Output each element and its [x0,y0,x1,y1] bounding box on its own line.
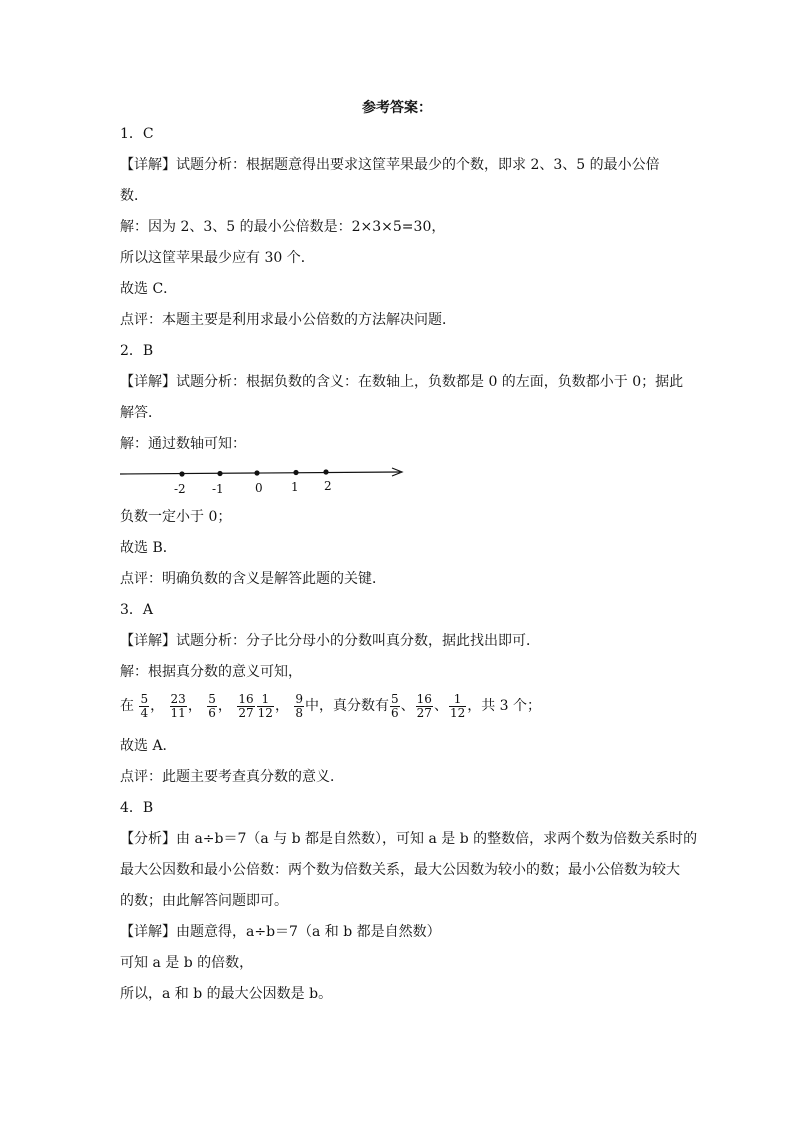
number-line-point [323,469,328,474]
fraction: $\frac{16}{27}$ [238,691,254,720]
q3-fraction-line: 在 $\frac{5}{4}$ ， $\frac{23}{11}$ ， $\frac{5}{6}$ ， $\frac{16}{27}$ $\frac{1}{12}$ ， $\frac{9}{8}$ 中，真分数有 $\frac{5}{6}$ 、 $\frac{16}{27}$ 、 $\frac{1}{12}$ ，共 3 个； [120,691,542,720]
number-line-label: 1 [291,480,299,494]
q2-detail-line2: 解答． [120,405,162,421]
q3-detail: 【详解】试题分析：分子比分母小的分数叫真分数，据此找出即可． [120,633,540,649]
q3-choice: 故选 A． [120,738,177,754]
q4-analysis-line2: 最大公因数和最小公倍数：两个数为倍数关系，最大公因数为较小的数；最小公倍数为较大 [120,862,680,878]
q1-number: 1．C [120,126,154,142]
q3-solution: 解：根据真分数的意义可知， [120,664,302,680]
page-title: 参考答案： [362,100,432,116]
number-line-label: -1 [212,482,224,496]
number-line-point [179,471,184,476]
q4-conclusion: 所以，a 和 b 的最大公因数是 b。 [120,986,333,1002]
fraction: $\frac{23}{11}$ [170,691,186,720]
q1-comment: 点评：本题主要是利用求最小公倍数的方法解决问题． [120,312,456,328]
q1-detail-line1: 【详解】试题分析：根据题意得出要求这筐苹果最少的个数，即求 2、3、5 的最小公倍 [120,157,660,173]
number-line-label: 0 [255,481,263,495]
q4-detail: 【详解】由题意得，a÷b＝7（a 和 b 都是自然数） [120,924,441,940]
q2-comment: 点评：明确负数的含义是解答此题的关键． [120,571,386,587]
q3-comment: 点评：此题主要考查真分数的意义． [120,769,344,785]
q2-negative-note: 负数一定小于 0； [120,509,232,525]
number-line [118,462,408,500]
q1-choice: 故选 C． [120,281,178,297]
q4-analysis-line1: 【分析】由 a÷b＝7（a 与 b 都是自然数），可知 a 是 b 的整数倍，求两个数为倍数关系时的 [120,831,698,847]
fraction: $\frac{5}{4}$ [140,691,149,720]
proper-fraction: $\frac{16}{27}$ [416,691,432,720]
q3-number: 3．A [120,602,154,618]
q4-inference: 可知 a 是 b 的倍数， [120,955,254,971]
proper-fraction: $\frac{5}{6}$ [391,691,399,720]
fraction: $\frac{1}{12}$ [257,691,273,720]
fraction: $\frac{9}{8}$ [295,691,304,720]
q1-solution: 解：因为 2、3、5 的最小公倍数是：2×3×5=30， [120,219,446,235]
fraction: $\frac{5}{6}$ [208,691,216,720]
number-line-label: -2 [174,482,186,496]
number-line-point [293,470,298,475]
q4-analysis-line3: 的数；由此解答问题即可。 [120,893,288,909]
q2-number: 2．B [120,343,154,359]
proper-fraction: $\frac{1}{12}$ [449,691,466,720]
q2-solution: 解：通过数轴可知： [120,436,246,452]
q1-conclusion: 所以这筐苹果最少应有 30 个． [120,250,315,266]
q2-choice: 故选 B． [120,540,177,556]
number-line-point [254,470,259,475]
number-line-point [217,471,222,476]
q1-detail-line2: 数． [120,188,148,204]
number-line-label: 2 [324,479,332,493]
q4-number: 4．B [120,800,154,816]
number-line-axis [120,472,400,474]
q2-detail-line1: 【详解】试题分析：根据负数的含义：在数轴上，负数都是 0 的左面，负数都小于 0；据此 [120,374,684,390]
q3-in-text: 在 [120,698,134,714]
